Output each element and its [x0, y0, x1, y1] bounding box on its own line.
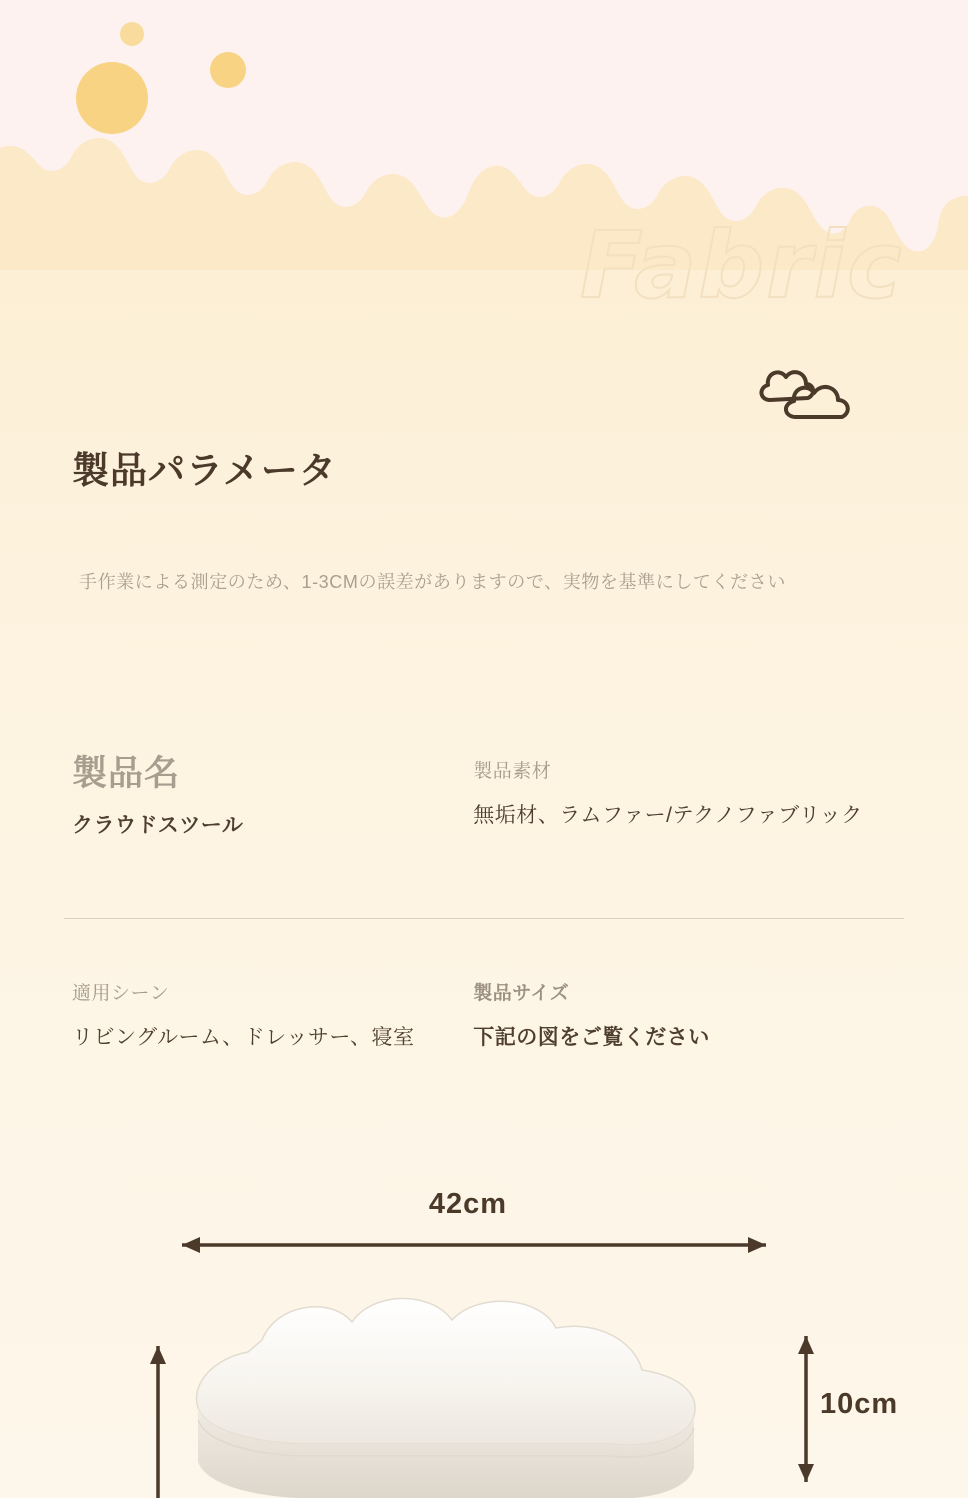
spec-value: リビングルーム、ドレッサー、寝室	[72, 1026, 415, 1049]
spec-table	[72, 756, 908, 839]
width-dimension-label: 42cm	[428, 1188, 508, 1220]
page-title: 製品パラメータ	[72, 450, 337, 491]
spec-value: 下記の図をご覧ください	[473, 1026, 710, 1049]
spec-cell-product-size	[473, 978, 891, 1051]
cloud-icon	[752, 360, 872, 430]
spec-row	[72, 756, 908, 839]
fabric-wordmark: Fabric	[580, 212, 904, 319]
spec-label: 製品サイズ	[473, 983, 570, 1004]
spec-value: 無垢材、ラムファー/テクノファブリック	[473, 804, 863, 827]
spec-divider	[64, 918, 904, 919]
spec-value: クラウドスツール	[72, 813, 244, 837]
spec-row	[72, 978, 908, 1051]
dimension-diagram	[0, 1180, 968, 1498]
spec-label: 製品素材	[473, 761, 552, 782]
measurement-note: 手作業による測定のため、1-3CMの誤差がありますので、実物を基準にしてください	[79, 572, 786, 592]
spec-cell-product-name	[72, 756, 473, 839]
spec-label: 適用シーン	[72, 983, 170, 1004]
height-dimension-label: 10cm	[820, 1388, 899, 1420]
spec-label: 製品名	[72, 754, 181, 793]
spec-cell-material	[473, 756, 891, 839]
spec-cell-usage-scene	[72, 978, 473, 1051]
